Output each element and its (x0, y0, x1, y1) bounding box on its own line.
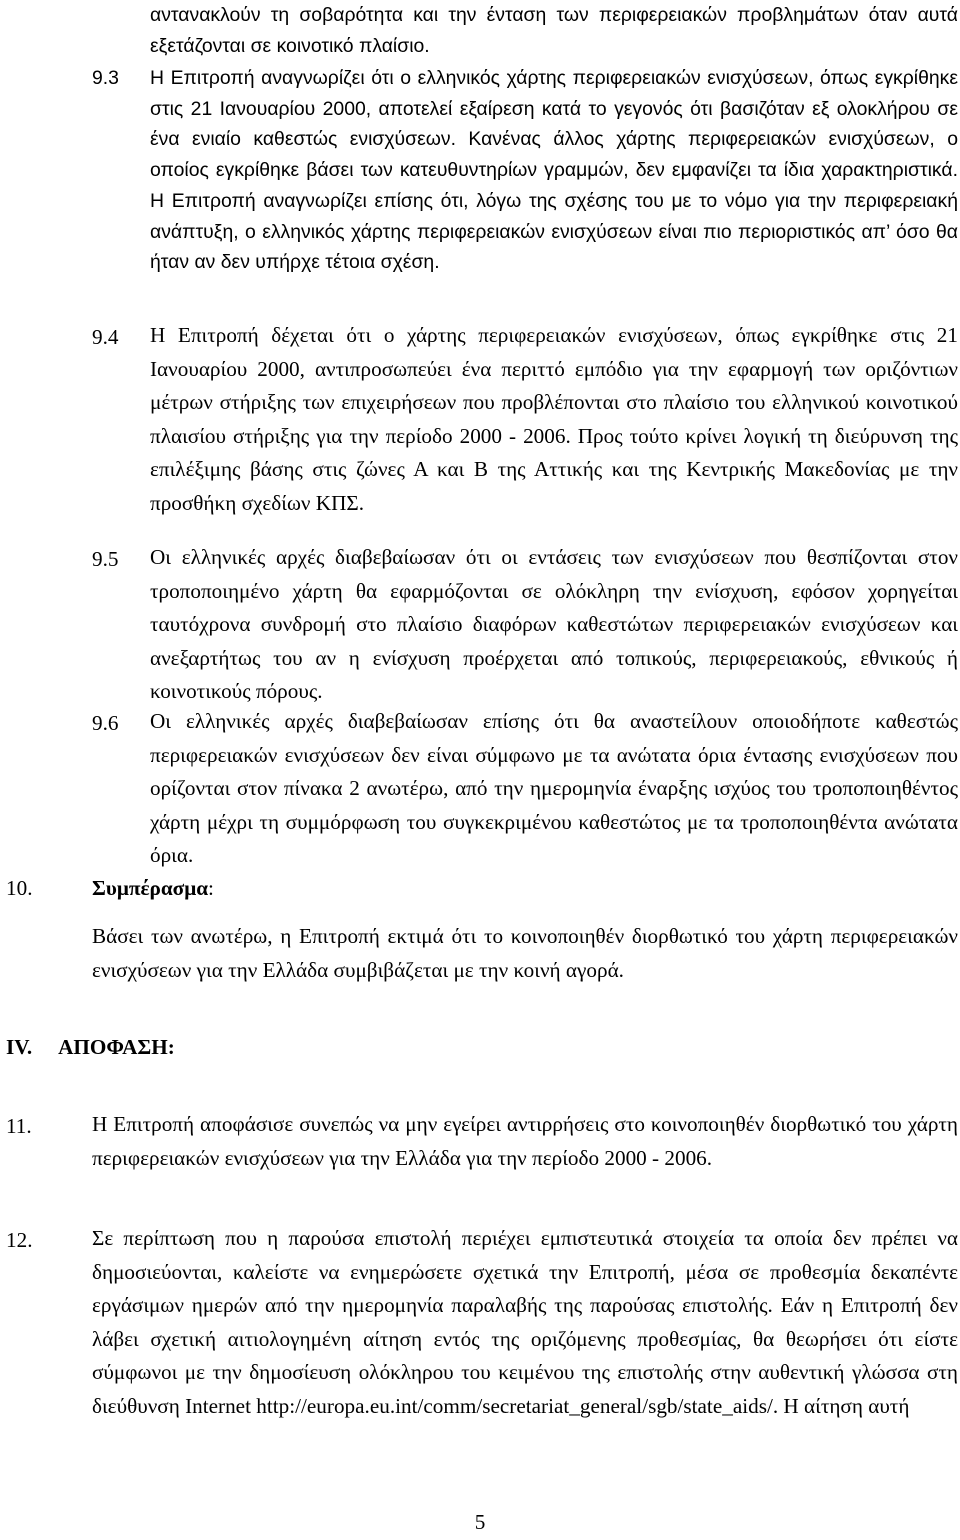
section-title-conclusion (92, 872, 214, 906)
section-heading-decision (6, 1031, 175, 1065)
paragraph-9-5: Οι ελληνικές αρχές διαβεβαίωσαν ότι οι εντάσεις των ενισχύσεων που θεσπίζονται στον τροποποιημένο χάρτη θα εφαρμόζονται σε ολόκληρη την ενίσχυση, εφόσον χορηγείται ταυτόχρονα συνδρομή στο πλαίσιο διαφόρων καθεστώτων περιφερειακών ενισχύσεων και ανεξαρτήτως του αν η ενίσχυση προέρχεται από τοπικούς, περιφερειακούς, εθνικούς ή κοινοτικούς πόρους. (150, 545, 958, 703)
paragraph-number-11: 11. (6, 1114, 32, 1138)
paragraph-10: Βάσει των ανωτέρω, η Επιτροπή εκτιμά ότι το κοινοποιηθέν διορθωτικό του χάρτη περιφερειακών ενισχύσεων για την Ελλάδα συμβιβάζεται με την κοινή αγορά. (92, 924, 958, 982)
section-number-iv: IV. (6, 1035, 33, 1059)
section-number-10: 10. (6, 876, 33, 900)
paragraph-number-9-4: 9.4 (92, 325, 119, 349)
paragraph-11: Η Επιτροπή αποφάσισε συνεπώς να μην εγείρει αντιρρήσεις στο κοινοποιηθέν διορθωτικό του χάρτη περιφερειακών ενισχύσεων για την Ελλάδα για την περίοδο 2000 - 2006. (92, 1112, 958, 1170)
paragraph-number-9-3: 9.3 (92, 67, 119, 89)
paragraph-number-12: 12. (6, 1228, 33, 1252)
paragraph-9-4: Η Επιτροπή δέχεται ότι ο χάρτης περιφερειακών ενισχύσεων, όπως εγκρίθηκε στις 21 Ιανουαρίου 2000, αντιπροσωπεύει ένα περιττό εμπόδιο για την εφαρμογή των οριζόντιων μέτρων στήριξης των επιχειρήσεων που προβλέπονται στο πλαίσιο του ελληνικού κοινοτικού πλαισίου στήριξης για την περίοδο 2000 - 2006. Προς τούτο κρίνει λογική τη διεύρυνση της επιλέξιμης βάσης στις ζώνες Α και Β της Αττικής και της Κεντρικής Μακεδονίας με την προσθήκη σχεδίων ΚΠΣ. (150, 323, 958, 515)
paragraph-9-6: Οι ελληνικές αρχές διαβεβαίωσαν επίσης ότι θα αναστείλουν οποιοδήποτε καθεστώς περιφερειακών ενισχύσεων δεν είναι σύμφωνο με τα ανώτατα όρια έντασης ενισχύσεων που ορίζονται στον πίνακα 2 ανωτέρω, από την ημερομηνία έναρξης ισχύος του τροποποιηθέντος χάρτη μέχρι τη συμμόρφωση του συγκεκριμένου καθεστώτος με τα τροποποιηθέντα ανώτατα όρια. (150, 709, 958, 867)
paragraph-9-3: Η Επιτροπή αναγνωρίζει ότι ο ελληνικός χάρτης περιφερειακών ενισχύσεων, όπως εγκρίθηκε στις 21 Ιανουαρίου 2000, αποτελεί εξαίρεση κατά το γεγονός ότι βασιζόταν εξ ολοκλήρου σε ένα ενιαίο καθεστώς ενισχύσεων. Κανένας άλλος χάρτης περιφερειακών ενισχύσεων, ο οποίος εγκρίθηκε βάσει των κατευθυντηρίων γραμμών, δεν εμφανίζει τα ίδια χαρακτηριστικά. Η Επιτροπή αναγνωρίζει επίσης ότι, λόγω της σχέσης του με το νόμο για την περιφερειακή ανάπτυξη, ο ελληνικός χάρτης περιφερειακών ενισχύσεων είναι πιο περιοριστικός απ’ όσο θα ήταν αν δεν υπήρχε τέτοια σχέση. (150, 67, 958, 274)
paragraph-number-9-5: 9.5 (92, 547, 119, 571)
section-title-decision: ΑΠΟΦΑΣΗ: (58, 1035, 175, 1059)
paragraph-12: Σε περίπτωση που η παρούσα επιστολή περιέχει εμπιστευτικά στοιχεία τα οποία δεν πρέπει να δημοσιεύονται, καλείστε να ενημερώσετε σχετικά την Επιτροπή, μέσα σε προθεσμία δεκαπέντε εργάσιμων ημερών από την ημερομηνία παραλαβής της παρούσας επιστολής. Εάν η Επιτροπή δεν λάβει σχετική αιτιολογημένη αίτηση εντός της οριζόμενης προθεσμίας, θα θεωρήσει ότι είστε σύμφωνοι με την δημοσίευση ολόκληρου του κειμένου της επιστολής στην αυθεντική γλώσσα στη διεύθυνση Internet http://europa.eu.int/comm/secretariat_general/sgb/state_aids/. Η αίτηση αυτή (92, 1226, 958, 1418)
page-number: 5 (474, 1510, 486, 1534)
section-title-conclusion-text: Συμπέρασμα (92, 876, 209, 900)
paragraph-number-9-6: 9.6 (92, 711, 119, 735)
section-title-colon: : (208, 876, 214, 900)
paragraph-continuation: αντανακλούν τη σοβαρότητα και την ένταση των περιφερειακών προβλημάτων όταν αυτά εξετάζονται σε κοινοτικό πλαίσιο. (150, 4, 958, 57)
